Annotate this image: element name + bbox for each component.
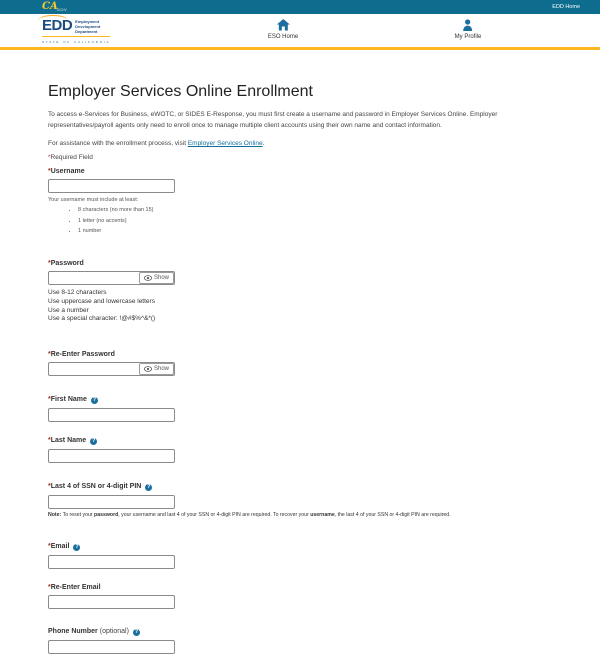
email-input[interactable] <box>48 555 175 569</box>
help-icon[interactable]: ? <box>91 438 96 445</box>
nav-my-profile-label: My Profile <box>454 34 482 40</box>
first-name-field-group <box>48 396 554 422</box>
username-hint-item: • 1 letter (no accents) <box>78 218 554 224</box>
password-show-label: Show <box>153 275 169 282</box>
edd-logo[interactable] <box>42 18 110 44</box>
eye-icon <box>144 366 152 372</box>
required-asterisk: * <box>48 543 51 551</box>
help-icon[interactable]: ? <box>92 397 97 404</box>
required-asterisk: * <box>48 168 51 176</box>
ca-gov-logo-text: CA <box>42 1 58 12</box>
reenter-password-field-group <box>48 351 554 376</box>
required-field-text: Required Field <box>50 154 93 162</box>
edd-logo-acronym: EDD <box>42 17 73 34</box>
reenter-password-label: *Re-Enter Password <box>48 351 115 359</box>
help-icon[interactable]: ? <box>147 484 151 491</box>
required-asterisk: * <box>48 437 51 445</box>
reenter-password-show-button[interactable] <box>139 363 174 375</box>
ssn-pin-field-group <box>48 483 554 519</box>
username-hint-title: Your username must include at least: <box>48 197 139 204</box>
profile-icon <box>462 19 474 31</box>
reenter-email-label: *Re-Enter Email <box>48 584 101 592</box>
reenter-email-field-group <box>48 584 554 609</box>
required-asterisk: * <box>48 351 51 359</box>
password-rule: Use a special character: !@#$%^&*() <box>48 315 156 323</box>
assistance-period: . <box>262 140 265 148</box>
required-asterisk: * <box>48 584 51 592</box>
reenter-email-input[interactable] <box>48 595 175 609</box>
password-rule: Use a number <box>48 306 89 314</box>
help-icon[interactable]: ? <box>75 544 79 551</box>
top-utility-bar <box>0 0 600 14</box>
site-header <box>0 14 600 50</box>
username-hint-item: • 1 number <box>78 228 554 234</box>
ca-gov-logo-gov-text: GOV <box>56 7 68 12</box>
phone-input[interactable] <box>48 640 175 654</box>
password-rules <box>48 289 554 322</box>
password-rule: Use 8-12 characters <box>48 289 107 297</box>
password-field-group <box>48 260 554 322</box>
employer-services-online-link[interactable]: Employer Services Online <box>187 140 263 148</box>
ssn-pin-note: Note: To reset your password, your username and last 4 of your SSN or 4-digit PIN are required. To recover your username, the last 4 of your SSN or 4-digit PIN are required. <box>48 512 451 519</box>
ssn-pin-label: *Last 4 of SSN or 4-digit PIN ? <box>48 483 151 491</box>
assistance-line <box>48 140 554 147</box>
reenter-password-show-label: Show <box>153 366 169 373</box>
page-title: Employer Services Online Enrollment <box>48 83 313 100</box>
assistance-text: For assistance with the enrollment process, visit <box>48 140 188 148</box>
nav-eso-home[interactable] <box>268 19 298 40</box>
eye-icon <box>144 275 152 281</box>
help-icon[interactable]: ? <box>134 629 139 636</box>
email-field-group <box>48 543 554 569</box>
password-show-button[interactable] <box>139 272 174 284</box>
last-name-input[interactable] <box>48 449 175 463</box>
required-asterisk: * <box>48 396 51 404</box>
password-label: *Password <box>48 260 84 268</box>
last-name-label: *Last Name ? <box>48 437 96 445</box>
required-asterisk: * <box>48 154 51 162</box>
nav-my-profile[interactable] <box>455 19 482 40</box>
email-label: *Email ? <box>48 543 79 551</box>
edd-logo-state-text: state of california <box>42 36 110 44</box>
enrollment-form-page <box>48 83 554 654</box>
nav-eso-home-label: ESO Home <box>267 34 299 40</box>
username-hint-list <box>48 207 554 234</box>
ssn-pin-input[interactable] <box>48 495 175 509</box>
username-field-group <box>48 168 554 234</box>
last-name-field-group <box>48 437 554 463</box>
edd-logo-department-text: Employment Development Department <box>75 19 101 35</box>
first-name-input[interactable] <box>48 408 175 422</box>
required-asterisk: * <box>48 483 51 491</box>
username-hint-item: • 8 characters (no more than 15) <box>78 207 554 213</box>
intro-paragraph: To access e-Services for Business, eWOTC, or SIDES E-Response, you must first create a username and password in Employer Services Online. Employer representatives/payroll agents only need to enroll once to manage multiple client accounts using their own name and contact information. <box>48 111 498 130</box>
required-field-legend <box>48 154 554 161</box>
phone-optional-text: (optional) <box>99 628 129 636</box>
username-label: *Username <box>48 168 85 176</box>
phone-label: Phone Number (optional) ? <box>48 628 139 636</box>
home-icon <box>277 19 290 31</box>
edd-home-link[interactable]: EDD Home <box>552 4 580 10</box>
first-name-label: *First Name ? <box>48 396 97 404</box>
required-asterisk: * <box>48 260 51 268</box>
phone-field-group <box>48 628 554 654</box>
password-rule: Use uppercase and lowercase letters <box>48 297 155 305</box>
username-input[interactable] <box>48 179 175 193</box>
